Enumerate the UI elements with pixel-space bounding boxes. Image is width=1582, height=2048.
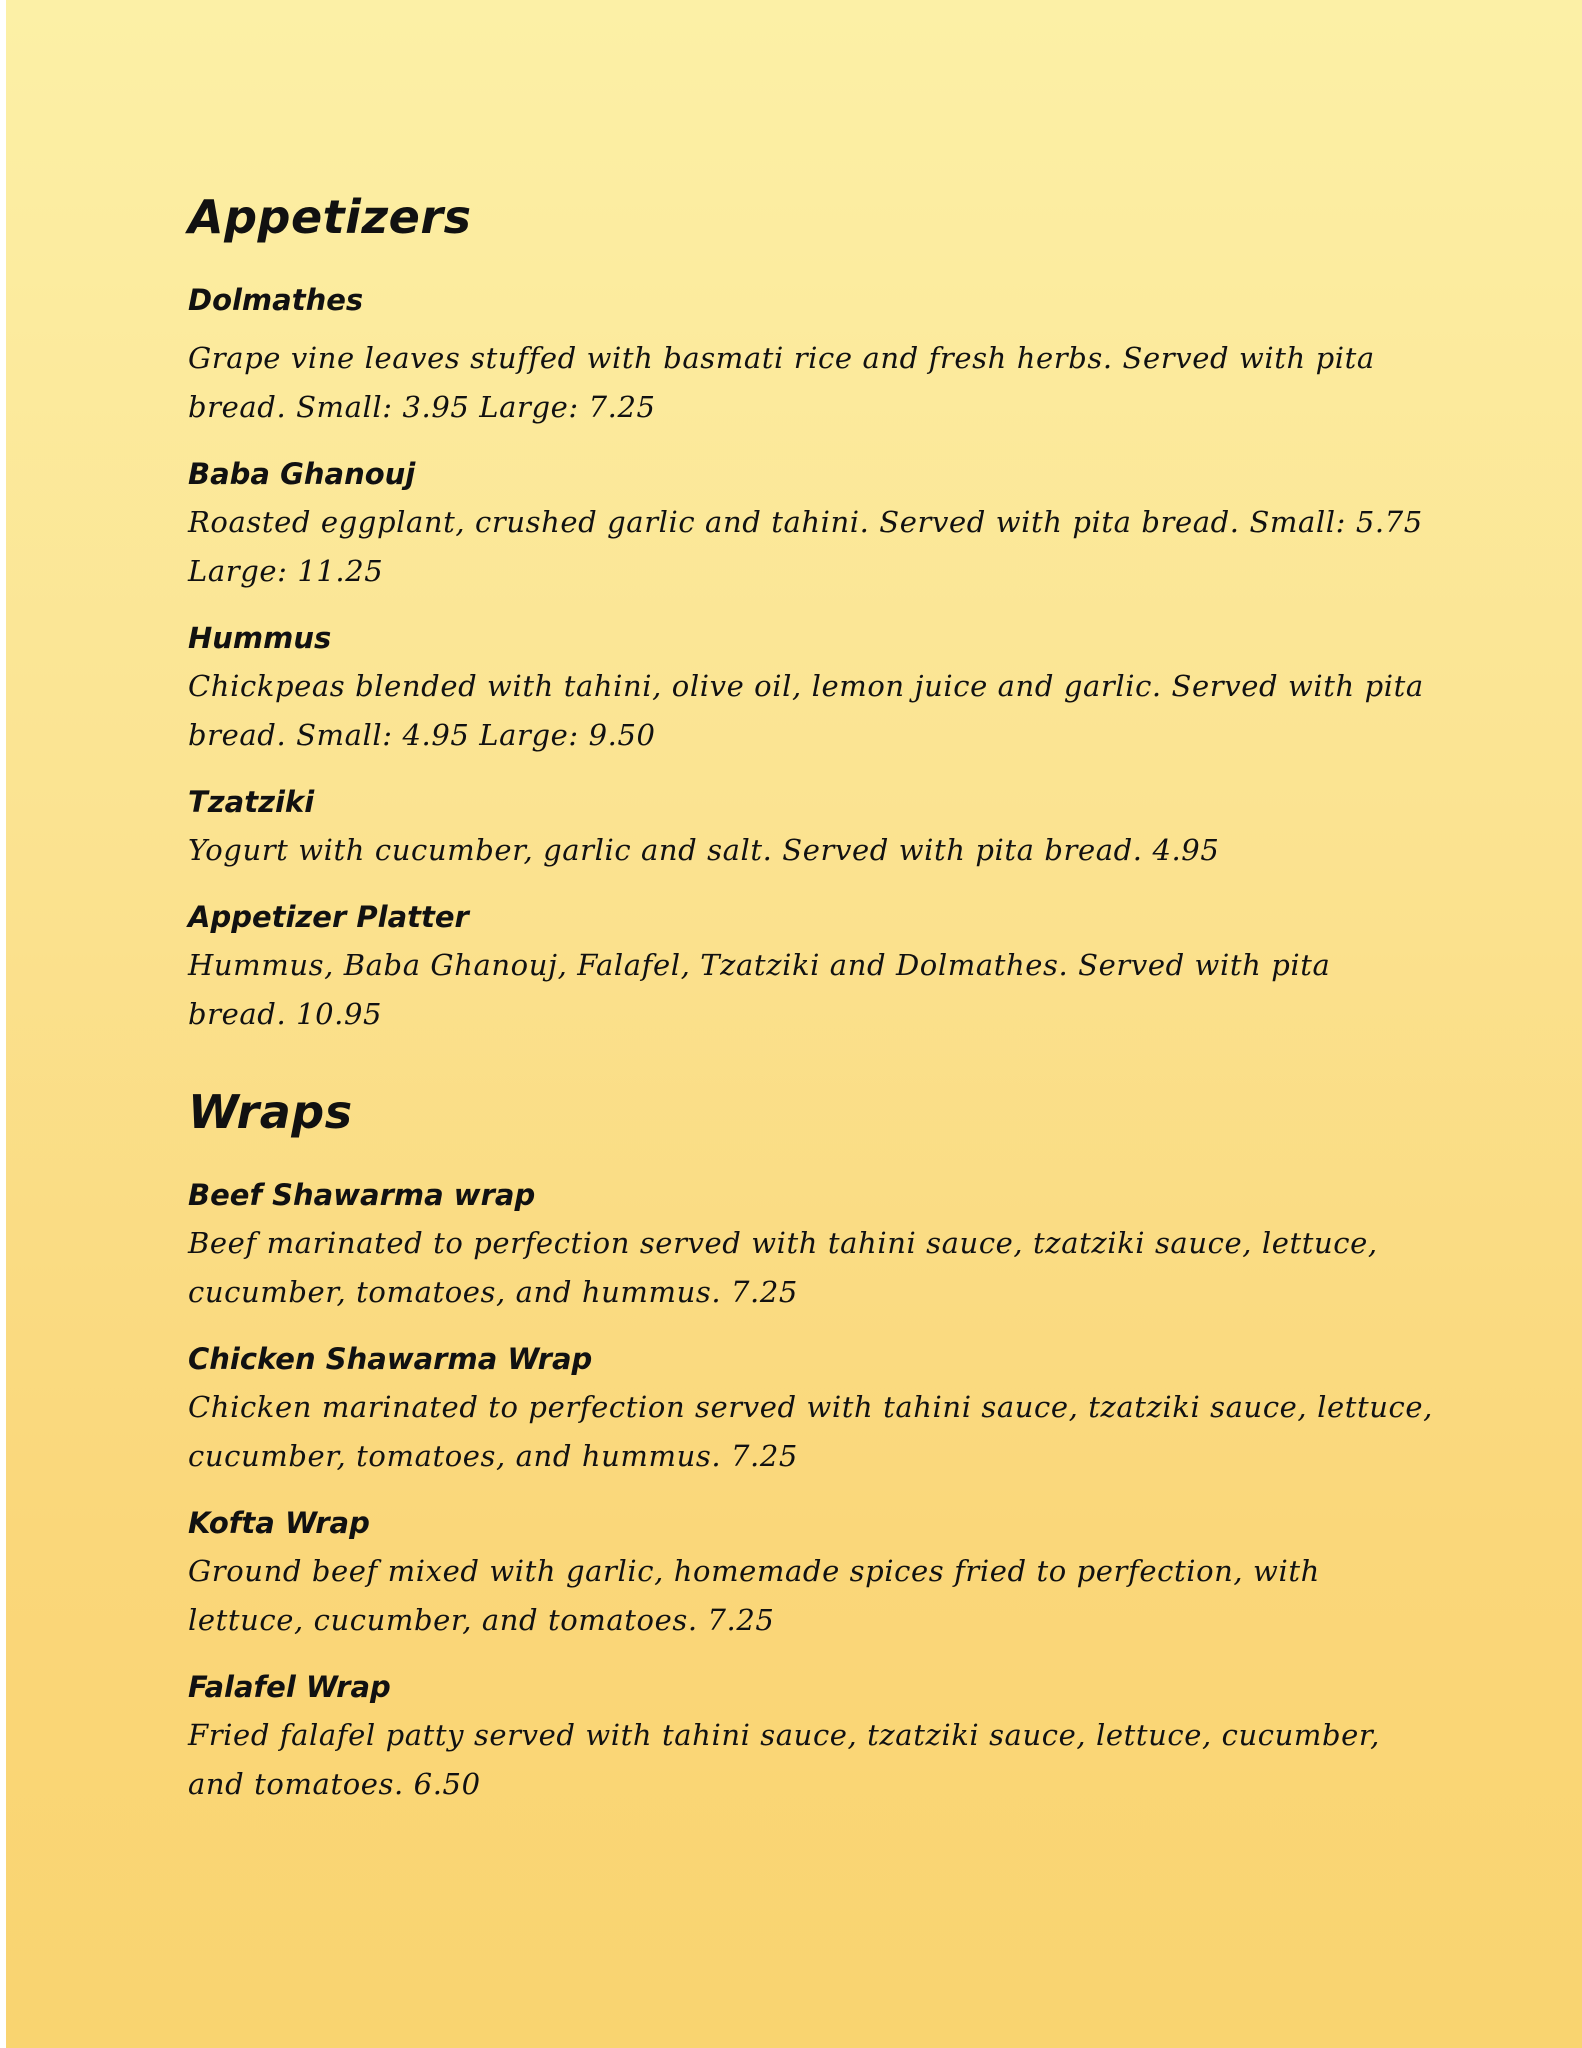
menu-item-beef-shawarma-wrap: [188, 1171, 1438, 1317]
menu-item-baba-ghanouj: [188, 450, 1438, 596]
menu-content: [188, 180, 1438, 1827]
section-wraps: [188, 1075, 1438, 1809]
section-appetizers: [188, 180, 1438, 1039]
item-name: Kofta Wrap: [188, 1506, 370, 1540]
item-name: Tzatziki: [188, 785, 315, 819]
menu-item-falafel-wrap: [188, 1663, 1438, 1809]
item-name: Beef Shawarma wrap: [188, 1178, 536, 1212]
item-description: Hummus, Baba Ghanouj, Falafel, Tzatziki and Dolmathes. Served with pita bread. 10.95: [188, 948, 1331, 1031]
menu-page: [6, 0, 1582, 2048]
item-name: Appetizer Platter: [188, 900, 469, 934]
item-description: Roasted eggplant, crushed garlic and tahini. Served with pita bread. Small: 5.75 Large: 11.25: [188, 505, 1423, 588]
item-description: Fried falafel patty served with tahini sauce, tzatziki sauce, lettuce, cucumber, and tomatoes. 6.50: [188, 1718, 1380, 1801]
menu-item-appetizer-platter: [188, 893, 1438, 1039]
item-name: Baba Ghanouj: [188, 457, 416, 491]
item-description: Ground beef mixed with garlic, homemade spices fried to perfection, with lettuce, cucumber, and tomatoes. 7.25: [188, 1554, 1320, 1637]
item-description: Yogurt with cucumber, garlic and salt. Served with pita bread. 4.95: [188, 833, 1220, 867]
item-name: Falafel Wrap: [188, 1670, 391, 1704]
item-name: Dolmathes: [188, 283, 364, 317]
item-description: Chickpeas blended with tahini, olive oil, lemon juice and garlic. Served with pita bread. Small: 4.95 Large: 9.50: [188, 669, 1424, 752]
menu-item-kofta-wrap: [188, 1499, 1438, 1645]
item-description: Beef marinated to perfection served with tahini sauce, tzatziki sauce, lettuce, cucumber, tomatoes, and hummus. 7.25: [188, 1226, 1378, 1309]
item-description: Grape vine leaves stuffed with basmati rice and fresh herbs. Served with pita bread. Small: 3.95 Large: 7.25: [188, 341, 1375, 424]
menu-item-tzatziki: [188, 778, 1438, 875]
item-name: Hummus: [188, 621, 332, 655]
menu-item-dolmathes: [188, 276, 1438, 432]
item-description: Chicken marinated to perfection served with tahini sauce, tzatziki sauce, lettuce, cucumber, tomatoes, and hummus. 7.25: [188, 1390, 1433, 1473]
item-name: Chicken Shawarma Wrap: [188, 1342, 593, 1376]
menu-item-chicken-shawarma-wrap: [188, 1335, 1438, 1481]
section-title-wraps: Wraps: [188, 1085, 353, 1139]
menu-item-hummus: [188, 614, 1438, 760]
section-title-appetizers: Appetizers: [188, 190, 472, 244]
